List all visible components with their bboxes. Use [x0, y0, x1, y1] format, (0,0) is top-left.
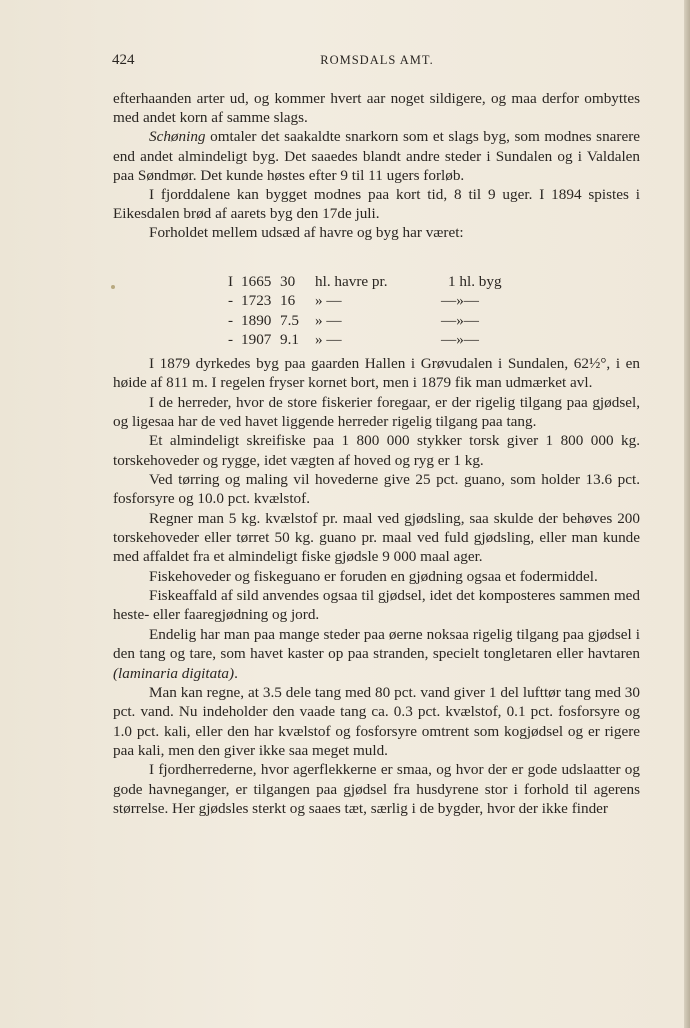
- row-per: —»—: [441, 311, 479, 329]
- paragraph: [113, 127, 640, 185]
- row-unit: » —: [315, 292, 342, 310]
- italic-name: Schøning: [149, 128, 206, 146]
- top-text-block: [113, 89, 640, 243]
- paragraph: I 1879 dyrkedes byg paa gaarden Hallen i Grøvudalen i Sundalen, 62½°, i en høide af 811 m. I regelen fryser kornet bort, men i 1879 fik man udmærket avl.: [113, 355, 640, 392]
- row-amount: 30: [280, 273, 296, 290]
- page-edge: [684, 0, 690, 1028]
- paragraph: Fiskehoveder og fiskeguano er foruden en gjødning ogsaa et fodermiddel.: [149, 567, 598, 585]
- page-number: 424: [112, 52, 135, 68]
- bottom-text-block: [113, 354, 640, 818]
- row-per: 1 hl. byg: [448, 273, 502, 290]
- running-head: ROMSDALS AMT.: [320, 53, 434, 67]
- row-prefix: -: [228, 331, 234, 349]
- table-row: [228, 291, 548, 310]
- paragraph: I fjordherrederne, hvor agerflekkerne er smaa, og hvor der er gode udslaatter og gode havneganger, er tilgangen paa gjødsel fra husdyrene stor i forhold til agerens størrelse. Her gjødsles sterkt og saaes tæt, særlig i de bygder, hvor der ikke finder: [113, 761, 640, 817]
- row-per: —»—: [441, 331, 479, 349]
- table-row: [228, 272, 548, 291]
- paragraph-text: omtaler det saakaldte snarkorn som et slags byg, som modnes snarere end andet almindeligt byg. Det saaedes blandt andre steder i Sundalen og i Valdalen paa Søndmør. Det kunde høstes efter 9 til 11 ugers forløb.: [113, 128, 640, 184]
- paragraph: efterhaanden arter ud, og kommer hvert aar noget sildigere, og maa derfor ombyttes med andet korn af samme slags.: [113, 90, 640, 127]
- paragraph: Regner man 5 kg. kvælstof pr. maal ved gjødsling, saa skulde der behøves 200 torskehoveder eller tørret 50 kg. guano pr. maal ved fuld gjødsling, eller man kunde med affaldet fra et almindeligt fiske gjødsle 9 000 maal ager.: [113, 509, 640, 566]
- paragraph: I de herreder, hvor de store fiskerier foregaar, er der rigelig tilgang paa gjødsel, og ligesaa har de ved havet liggende herreder rigelig tilgang paa tang.: [113, 393, 640, 431]
- row-unit: » —: [315, 331, 342, 349]
- table-row: [228, 330, 548, 349]
- row-prefix: -: [228, 311, 234, 329]
- row-amount: 9.1: [280, 331, 299, 349]
- paragraph-text: .: [234, 664, 238, 682]
- row-year: 1723: [241, 292, 272, 310]
- paragraph-text: Endelig har man paa mange steder paa øerne noksaa rigelig tilgang paa gjødsel i den tang og tare, som havet kaster op paa stranden, specielt tongletaren eller havtaren: [113, 625, 640, 663]
- row-unit: » —: [315, 311, 342, 329]
- table-row: [228, 311, 548, 330]
- page-header: [112, 52, 642, 72]
- row-year: 1665: [241, 273, 272, 290]
- row-amount: 7.5: [280, 311, 299, 329]
- paragraph: I fjorddalene kan bygget modnes paa kort tid, 8 til 9 uger. I 1894 spistes i Eikesdalen brød af aarets byg den 17de juli.: [113, 186, 640, 223]
- paragraph: Fiskeaffald af sild anvendes ogsaa til gjødsel, idet det komposteres sammen med heste- eller faaregjødning og jord.: [113, 587, 640, 624]
- row-amount: 16: [280, 292, 296, 310]
- paragraph: [113, 625, 640, 683]
- row-prefix: -: [228, 292, 234, 310]
- paragraph: Ved tørring og maling vil hovederne give 25 pct. guano, som holder 13.6 pct. fosforsyre og 10.0 pct. kvælstof.: [113, 471, 640, 508]
- row-prefix: I: [228, 273, 234, 290]
- row-per: —»—: [441, 292, 479, 310]
- paragraph: Man kan regne, at 3.5 dele tang med 80 pct. vand giver 1 del lufttør tang med 30 pct. vand. Nu indeholder den vaade tang ca. 0.3 pct. kvælstof, 0.1 pct. fosforsyre og 1.0 pct. kali, eller den har kvælstof og fosforsyre omtrent som kogjødsel og er rigere paa kali, men den giver ikke saa meget muld.: [113, 683, 640, 759]
- italic-latin-name: (laminaria digitata): [113, 664, 235, 682]
- ratio-table: [228, 272, 548, 350]
- row-year: 1890: [241, 311, 272, 329]
- row-year: 1907: [241, 331, 272, 349]
- print-speck: [111, 285, 115, 289]
- row-unit: hl. havre pr.: [315, 273, 388, 290]
- paragraph: Et almindeligt skreifiske paa 1 800 000 stykker torsk giver 1 800 000 kg. torskehoveder og rygge, idet vægten af hoved og ryg er 1 kg.: [113, 432, 640, 469]
- paragraph: Forholdet mellem udsæd af havre og byg har været:: [149, 224, 464, 242]
